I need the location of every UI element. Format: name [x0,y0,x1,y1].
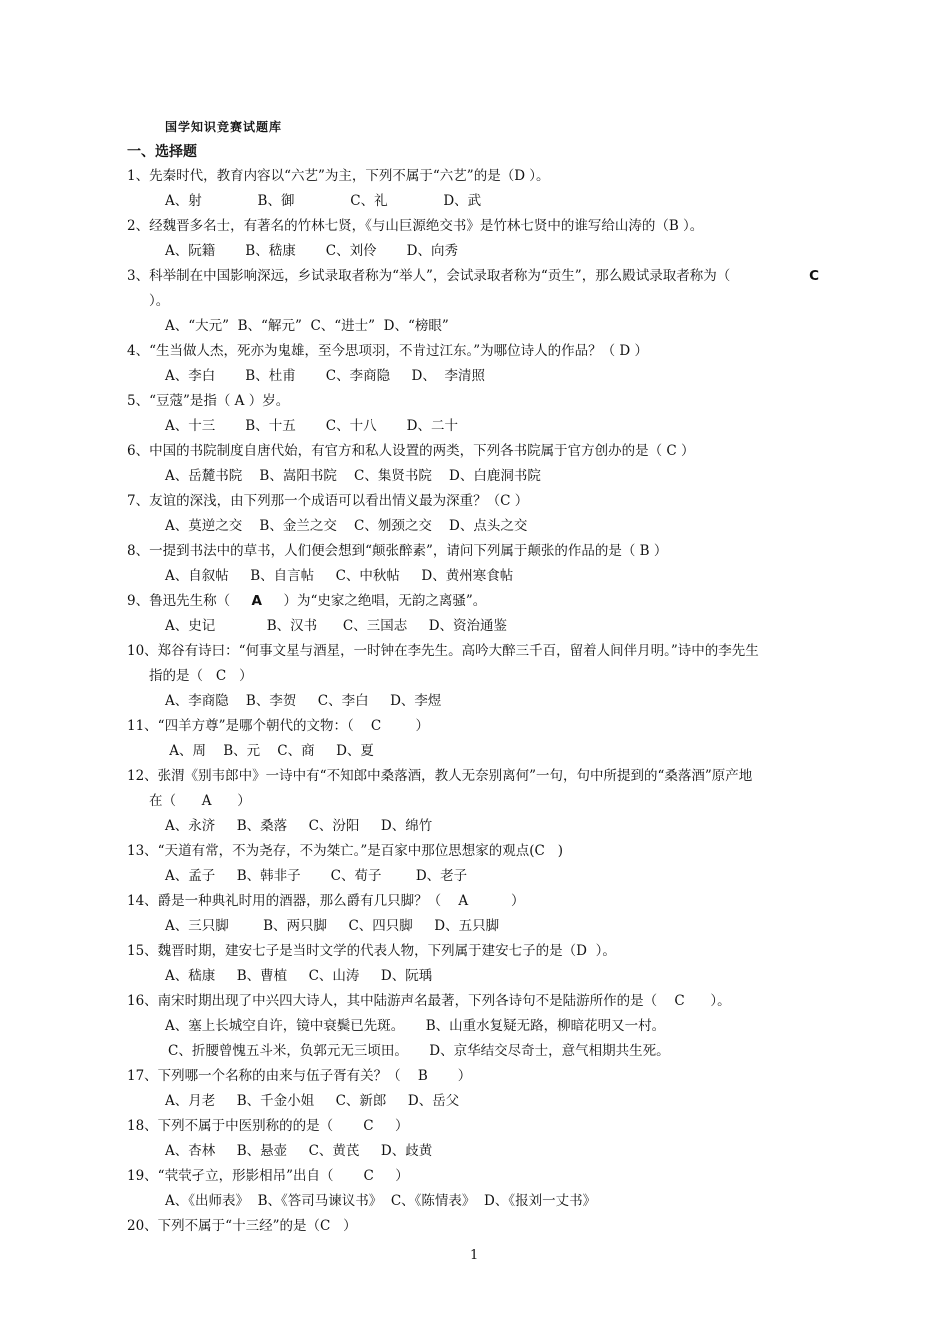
question-options: A、射 B、御 C、礼 D、武 [165,193,482,209]
question-options: A、史记 B、汉书 C、三国志 D、资治通鉴 [165,618,508,634]
question-text: 13、“天道有常，不为尧存，不为桀亡。”是百家中那位思想家的观点(C ) [127,843,563,859]
question-text [127,264,827,289]
question-options: A、李商隐 B、李贺 C、李白 D、李煜 [165,693,442,709]
question-text-continuation: 在（ A ） [149,793,251,809]
question-text-part: 3、科举制在中国影响深远，乡试录取者称为“举人”，会试录取者称为“贡生”，那么殿试录取者称为（ [127,268,731,284]
question-text: 2、经魏晋多名士，有著名的竹林七贤，《与山巨源绝交书》是竹林七贤中的谁写给山涛的（B ）。 [127,218,704,234]
question-options: A、塞上长城空自许，镜中衰鬓已先斑。 B、山重水复疑无路，柳暗花明又一村。 [165,1018,666,1034]
question-options: A、阮籍 B、嵇康 C、刘伶 D、向秀 [165,243,458,259]
question-text: 17、下列哪一个名称的由来与伍子胥有关？（ B ） [127,1068,472,1084]
question-text: 5、“豆蔻”是指（ A ）岁。 [127,393,290,409]
question-text: 4、“生当做人杰，死亦为鬼雄，至今思项羽，不肯过江东。”为哪位诗人的作品？（ D ） [127,343,649,359]
question-text [127,589,827,614]
question-options: A、十三 B、十五 C、十八 D、二十 [165,418,458,434]
question-options: A、李白 B、杜甫 C、李商隐 D、 李清照 [165,368,485,384]
question-text: 20、下列不属于“十三经”的是（C ） [127,1218,357,1234]
question-text: 8、一提到书法中的草书，人们便会想到“颠张醉素”，请问下列属于颠张的作品的是（ B ） [127,543,668,559]
question-text: 14、爵是一种典礼时用的酒器，那么爵有几只脚？（ A ） [127,893,525,909]
question-text: 16、南宋时期出现了中兴四大诗人，其中陆游声名最著，下列各诗句不是陆游所作的是（ C ）。 [127,993,731,1009]
question-options: A、莫逆之交 B、金兰之交 C、刎颈之交 D、点头之交 [165,518,528,534]
question-text-continuation: ）。 [149,293,170,309]
question-text-continuation: 指的是（ C ） [149,668,253,684]
question-options: A、永济 B、桑落 C、汾阳 D、绵竹 [165,818,433,834]
question-options: A、杏林 B、悬壶 C、黄芪 D、歧黄 [165,1143,433,1159]
question-text: 19、“茕茕孑立，形影相吊”出自（ C ） [127,1168,409,1184]
page-number: 1 [470,1248,479,1263]
question-options: A、周 B、元 C、商 D、夏 [165,743,374,759]
question-answer: C [809,268,819,284]
question-text: 11、“四羊方尊”是哪个朝代的文物：（ C ） [127,718,430,734]
question-options: A、“大元” B、“解元” C、“进士” D、“榜眼” [165,318,449,334]
question-options: C、折腰曾愧五斗米，负郭元无三顷田。 D、京华结交尽奇士，意气相期共生死。 [168,1043,670,1059]
question-options: A、《出师表》 B、《答司马谏议书》 C、《陈情表》 D、《报刘一丈书》 [165,1193,597,1209]
question-text: 15、魏晋时期，建安七子是当时文学的代表人物，下列属于建安七子的是（D ）。 [127,943,616,959]
section-heading: 一、选择题 [127,144,197,160]
question-options: A、嵇康 B、曹植 C、山涛 D、阮瑀 [165,968,433,984]
question-options: A、月老 B、千金小姐 C、新郎 D、岳父 [165,1093,460,1109]
question-text: 1、先秦时代，教育内容以“六艺”为主，下列不属于“六艺”的是（D ）。 [127,168,550,184]
question-text: 6、中国的书院制度自唐代始，有官方和私人设置的两类，下列各书院属于官方创办的是（ C ） [127,443,695,459]
question-options: A、自叙帖 B、自言帖 C、中秋帖 D、黄州寒食帖 [165,568,514,584]
question-text: 7、友谊的深浅，由下列那一个成语可以看出情义最为深重？（C ） [127,493,529,509]
question-text-part: 9、鲁迅先生称（ [127,593,252,609]
question-text: 18、下列不属于中医别称的的是（ C ） [127,1118,409,1134]
question-text-part: ）为“史家之绝唱，无韵之离骚”。 [262,593,487,609]
question-answer: A [251,593,262,609]
document-title: 国学知识竞赛试题库 [165,120,283,134]
question-options: A、三只脚 B、两只脚 C、四只脚 D、五只脚 [165,918,500,934]
question-options: A、岳麓书院 B、嵩阳书院 C、集贤书院 D、白鹿洞书院 [165,468,541,484]
question-options: A、孟子 B、韩非子 C、荀子 D、老子 [165,868,468,884]
question-text: 10、郑谷有诗曰：“何事文星与酒星，一时钟在李先生。高吟大醉三千百，留着人间伴月明。”诗中的李先生 [127,643,759,659]
question-list [127,164,827,1239]
question-text: 12、张渭《别韦郎中》一诗中有“不知郎中桑落酒，教人无奈别离何”一句，句中所提到的“桑落酒”原产地 [127,768,753,784]
